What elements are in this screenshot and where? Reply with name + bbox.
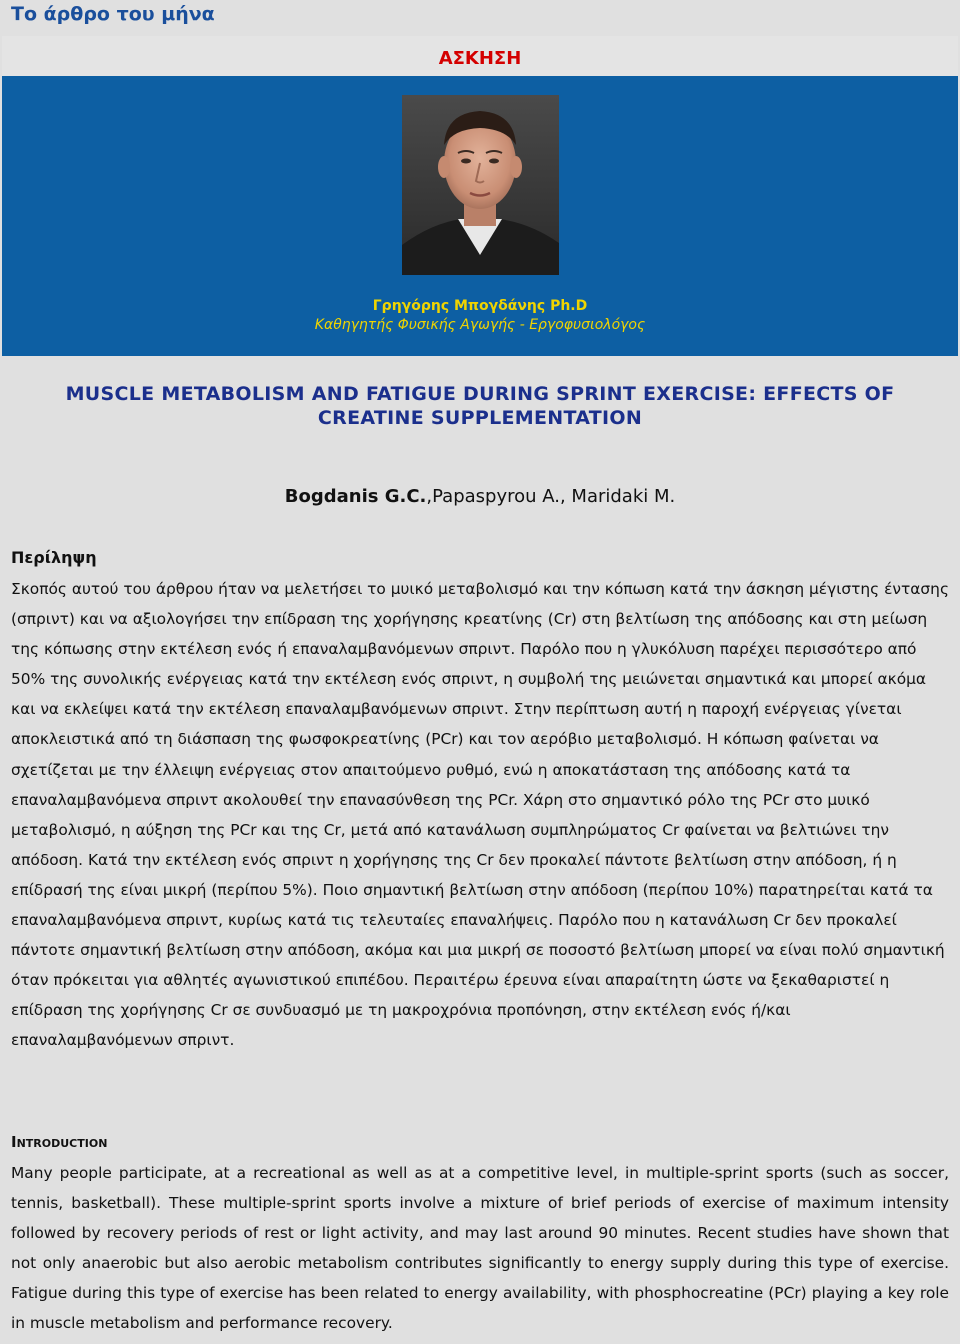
section-label-bar <box>2 36 958 76</box>
header-banner <box>2 36 958 356</box>
introduction-text: Many people participate, at a recreational as well as at a competitive level, in multiple-sprint sports (such as soccer, tennis, basketball). These multiple-sprint sports involve a mixture of brief periods of exercise of maximum intensity followed by recovery periods of rest or light activity, and may last around 90 minutes. Recent studies have shown that not only anaerobic but also aerobic metabolism contributes significantly to energy supply during this type of exercise. Fatigue during this type of exercise has been related to energy availability, with phosphocreatine (PCr) playing a key role in muscle metabolism and performance recovery. <box>11 1164 949 1333</box>
lead-author: Bogdanis G.C. <box>284 486 427 507</box>
co-authors: ,Papaspyrou A., Maridaki M. <box>426 486 676 507</box>
section-label: ΑΣΚΗΣΗ <box>438 48 522 69</box>
article-authors <box>0 486 960 507</box>
abstract-heading: Περίληψη <box>11 548 97 567</box>
author-role: Καθηγητής Φυσικής Αγωγής - Εργοφυσιολόγος <box>314 317 646 333</box>
author-name: Γρηγόρης Μπογδάνης Ph.D <box>372 298 588 314</box>
author-portrait <box>402 95 559 275</box>
abstract-text: Σκοπός αυτού του άρθρου ήταν να μελετήσει το μυικό μεταβολισμό και την κόπωση κατά την άσκηση μέγιστης έντασης (σπριντ) και να αξιολογήσει την επίδραση της χορήγησης κρεατίνης (Cr) στη βελτίωση της απόδοσης και στη μείωση της κόπωσης στην εκτέλεση ενός ή επαναλαμβανόμενων σπριντ. Παρόλο που η γλυκόλυση παρέχει περισσότερο από 50% της συνολικής ενέργειας κατά την εκτέλεση ενός σπριντ, η συμβολή της μειώνεται σημαντικά και μπορεί ακόμα και να εκλείψει κατά την εκτέλεση επαναλαμβανόμενων σπριντ. Στην περίπτωση αυτή η παροχή ενέργειας γίνεται αποκλειστικά από τη διάσπαση της φωσφοκρεατίνης (PCr) και τον αερόβιο μεταβολισμό. Η κόπωση φαίνεται να σχετίζεται με την έλλειψη ενέργειας στον απαιτούμενο ρυθμό, ενώ η αποκατάσταση της απόδοσης κατά τα επαναλαμβανόμενα σπριντ ακολουθεί την επανασύνθεση της PCr. Χάρη στο σημαντικό ρόλο της PCr στο μυικό μεταβολισμό, η αύξηση της PCr και της Cr, μετά από κατανάλωση συμπληρώματος Cr φαίνεται να βελτιώνει την απόδοση. Κατά την εκτέλεση ενός σπριντ η χορήγησης της Cr δεν προκαλεί πάντοτε βελτίωση στην απόδοση, ή η επίδρασή της είναι μικρή (περίπου 5%). Ποιο σημαντική βελτίωση στην απόδοση (περίπου 10%) παρατηρείται κατά τα επαναλαμβανόμενα σπριντ, κυρίως κατά τις τελευταίες επαναλήψεις. Παρόλο που η κατανάλωση Cr δεν προκαλεί πάντοτε σημαντική βελτίωση στην απόδοση, ακόμα και μια μικρή σε ποσοστό βελτίωση μπορεί να είναι πολύ σημαντική όταν πρόκειται για αθλητές αγωνιστικού επιπέδου. Περαιτέρω έρευνα είναι απαραίτητη ώστε να ξεκαθαριστεί η επίδραση της χορήγησης Cr σε συνδυασμό με τη μακροχρόνια προπόνηση, στην εκτέλεση ενός ή/και επαναλαμβανόμενων σπριντ. <box>11 580 949 1050</box>
author-panel <box>2 76 958 356</box>
article-title: MUSCLE METABOLISM AND FATIGUE DURING SPRINT EXERCISE: EFFECTS OF CREATINE SUPPLEMENTATION <box>65 383 895 429</box>
author-portrait-image <box>402 95 559 275</box>
page-title: Το άρθρο του μήνα <box>11 3 215 25</box>
introduction-heading: Introduction <box>11 1133 108 1151</box>
